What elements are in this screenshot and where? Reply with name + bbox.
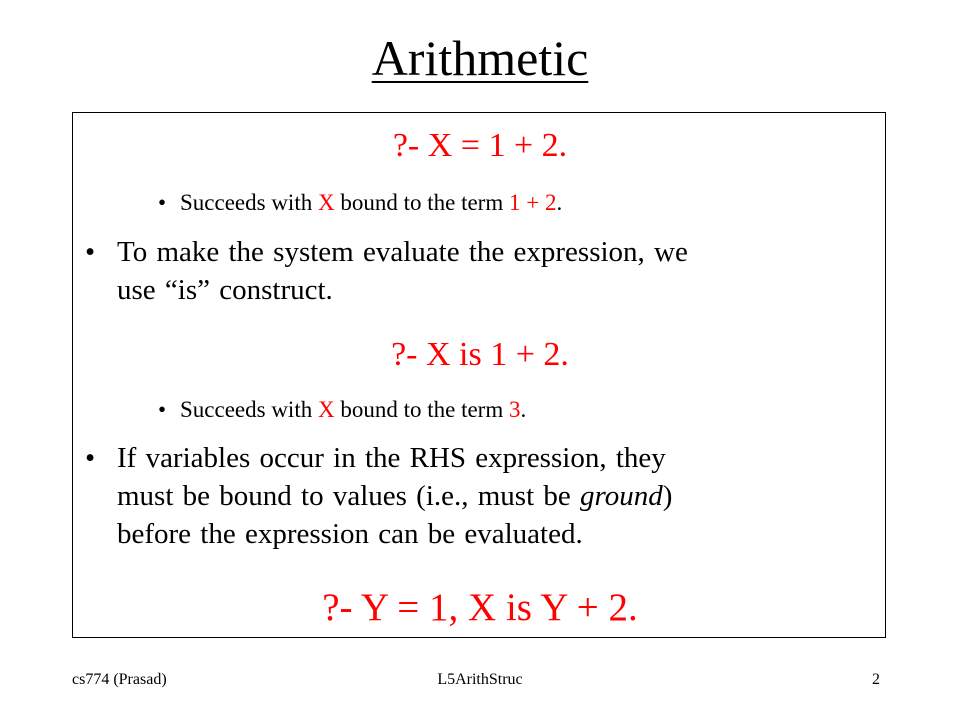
query-2: ?- X is 1 + 2. [391,336,569,373]
query-3: ?- Y = 1, X is Y + 2. [322,586,638,629]
footer-page-number: 2 [872,671,880,688]
sub-bullet-2 [158,395,527,425]
sub-bullet-1-var: X [317,190,335,215]
bullet-2 [85,439,847,553]
sub-bullet-2-var: X [317,397,335,422]
bullet-1-line-1: To make the system evaluate the expression, we [117,236,688,268]
sub-bullet-1-pre: Succeeds with [180,190,318,215]
sub-bullet-2-term: 3 [508,397,521,422]
bullet-2-line-3: before the expression can be evaluated. [117,518,583,550]
query-1: ?- X = 1 + 2. [392,127,568,164]
bullet-2-line-2-post: ) [662,480,673,512]
sub-bullet-1-post: . [556,190,563,215]
footer-lecture: L5ArithStruc [437,671,523,688]
bullet-2-line-2 [117,477,847,515]
bullet-2-line-2-pre: must be bound to values (i.e., must be [117,480,581,512]
bullet-2-line-1: If variables occur in the RHS expression, they [117,442,666,474]
bullet-2-line-2-emphasis: ground [580,480,663,512]
content-box [72,112,886,638]
bullet-1-marker: • [85,236,96,268]
slide-title: Arithmetic [371,30,589,86]
sub-bullet-1-mid: bound to the term [334,190,509,215]
sub-bullet-2-post: . [520,397,527,422]
sub-bullet-1 [158,188,563,218]
footer-author: cs774 (Prasad) [72,671,167,688]
sub-bullet-2-marker: • [158,397,167,422]
sub-bullet-1-marker: • [158,190,167,215]
bullet-1-line-2: use “is” construct. [117,274,333,306]
bullet-1 [85,233,847,309]
bullet-2-marker: • [85,442,96,474]
sub-bullet-2-pre: Succeeds with [180,397,318,422]
sub-bullet-2-mid: bound to the term [334,397,509,422]
sub-bullet-1-term: 1 + 2 [508,190,557,215]
